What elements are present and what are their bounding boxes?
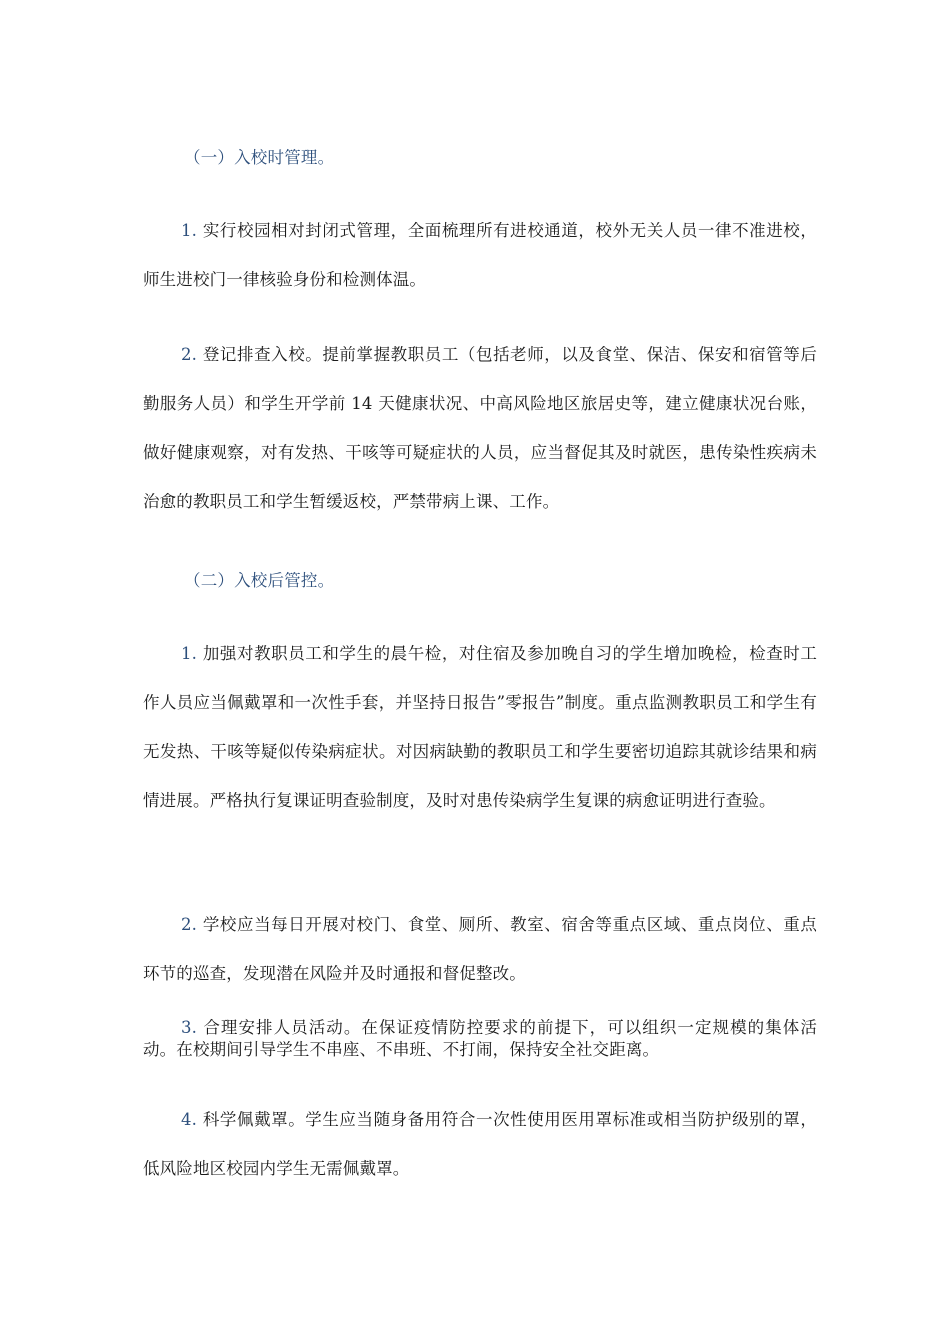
item-text: 合理安排人员活动。在保证疫情防控要求的前提下，可以组织一定规模的集体活动。在校期间引导学生不串座、不串班、不打闹，保持安全社交距离。 [143,1018,817,1059]
item-number: 2. [181,915,198,934]
paragraph [143,1095,817,1193]
section-heading: （一）入校时管理。 [184,148,335,167]
paragraph [143,629,817,825]
item-text: 登记排查入校。提前掌握教职员工（包括老师，以及食堂、保洁、保安和宿管等后勤服务人员）和学生开学前 14 天健康状况、中高风险地区旅居史等，建立健康状况台账，做好健康观察，对有发热、干咳等可疑症状的人员，应当督促其及时就医，患传染性疾病未治愈的教职员工和学生暂缓返校，严禁带病上课、工作。 [143,345,817,511]
item-text: 科学佩戴罩。学生应当随身备用符合一次性使用医用罩标准或相当防护级别的罩，低风险地区校园内学生无需佩戴罩。 [143,1110,817,1178]
paragraph [143,206,817,304]
paragraph [143,1017,817,1061]
item-number: 1. [181,221,198,240]
item-number: 3. [181,1018,198,1037]
paragraph [143,330,817,526]
item-text: 加强对教职员工和学生的晨午检，对住宿及参加晚自习的学生增加晚检，检查时工作人员应当佩戴罩和一次性手套，并坚持日报告”零报告”制度。重点监测教职员工和学生有无发热、干咳等疑似传染病症状。对因病缺勤的教职员工和学生要密切追踪其就诊结果和病情进展。严格执行复课证明查验制度，及时对患传染病学生复课的病愈证明进行查验。 [143,644,817,810]
item-number: 1. [181,644,198,663]
item-number: 4. [181,1110,198,1129]
item-text: 学校应当每日开展对校门、食堂、厕所、教室、宿舍等重点区域、重点岗位、重点环节的巡查，发现潜在风险并及时通报和督促整改。 [143,915,817,983]
section-heading: （二）入校后管控。 [184,571,335,590]
item-text: 实行校园相对封闭式管理，全面梳理所有进校通道，校外无关人员一律不准进校，师生进校门一律核验身份和检测体温。 [143,221,817,289]
item-number: 2. [181,345,198,364]
paragraph [143,900,817,998]
